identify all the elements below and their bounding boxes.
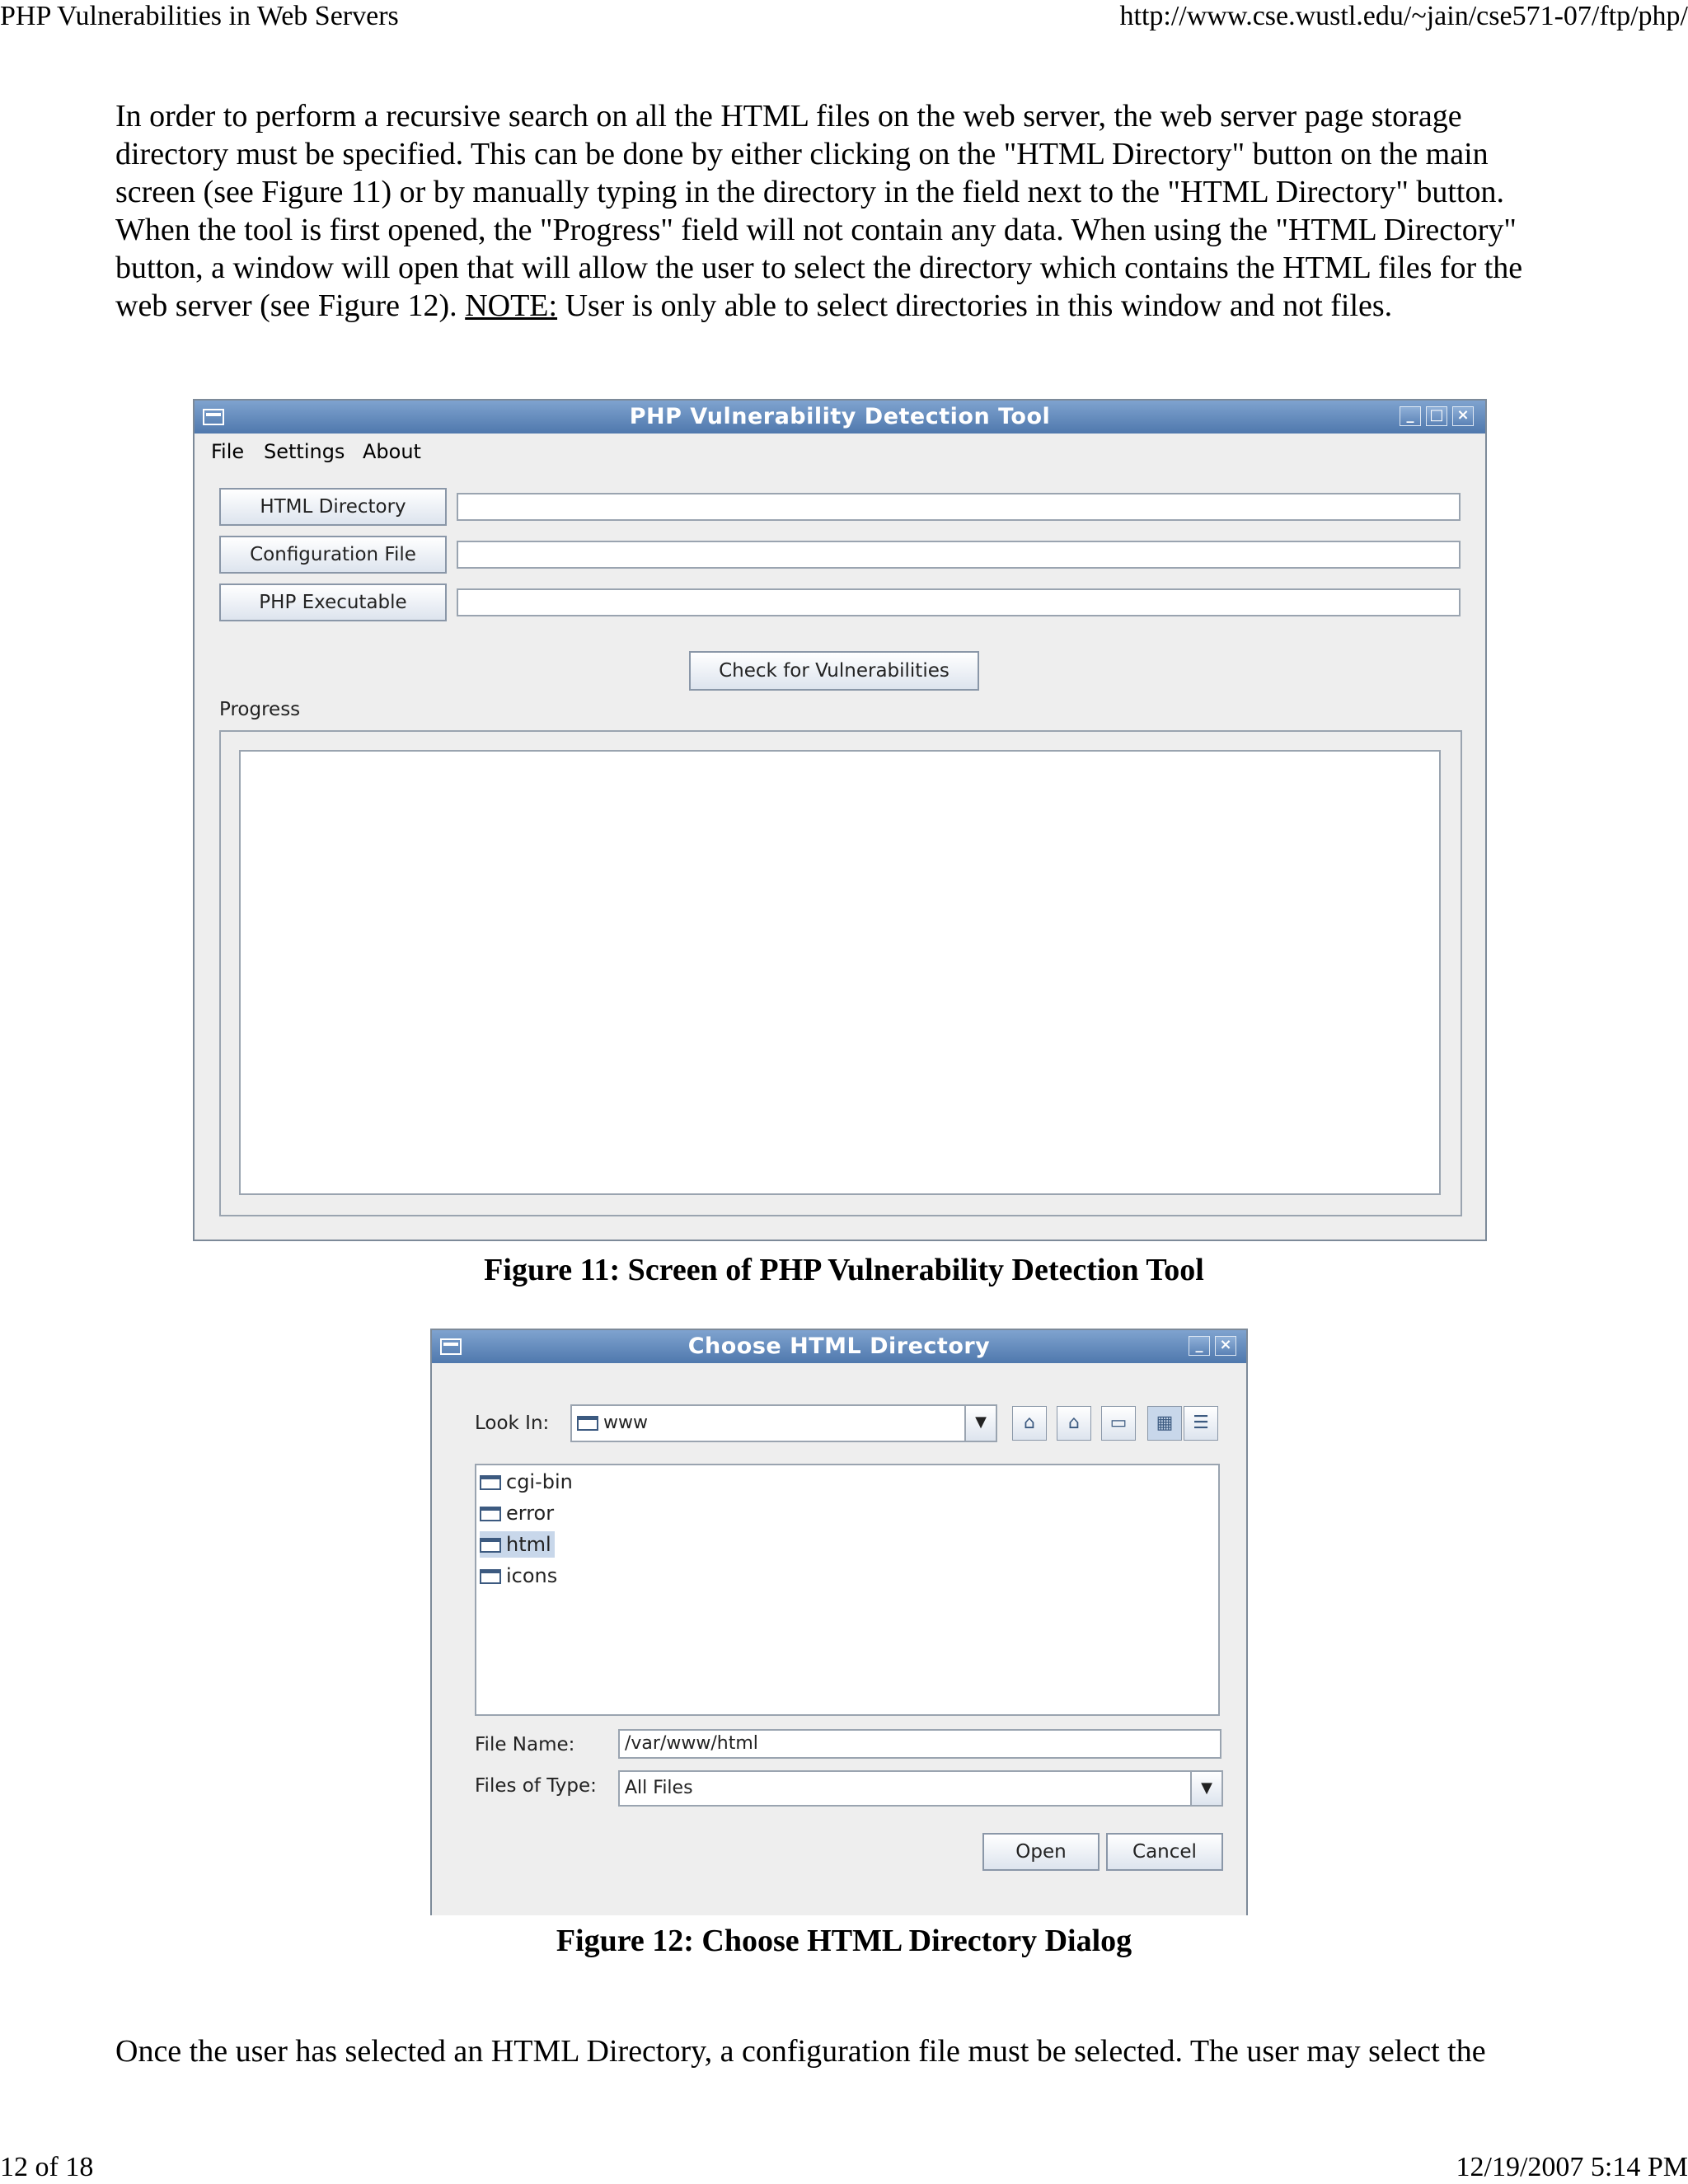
close-icon[interactable]: ×: [1452, 406, 1474, 426]
paragraph-text: In order to perform a recursive search on all the HTML files on the web server, the web server page storage directory must be specified. This can be done by either clicking on the "HTML Directory" button on the main screen (see Figure 11) or by manually typing in the directory in the field next to the "HTML Directory" button. When the tool is first opened, the "Progress" field will not contain any data. When using the "HTML Directory" button, a window will open that will allow the user to select the directory which contains the HTML files for the web server (see Figure 12).: [115, 99, 1523, 323]
note-label: NOTE:: [465, 288, 558, 323]
file-name-label: File Name:: [475, 1734, 575, 1755]
files-of-type-value: All Files: [625, 1778, 693, 1798]
progress-panel: [219, 730, 1462, 1216]
list-item[interactable]: [480, 1500, 557, 1526]
php-executable-button[interactable]: PHP Executable: [219, 583, 447, 621]
look-in-combo[interactable]: [570, 1404, 997, 1442]
check-vulnerabilities-button[interactable]: Check for Vulnerabilities: [689, 651, 979, 691]
minimize-icon[interactable]: _: [1189, 1336, 1210, 1356]
menu-settings[interactable]: Settings: [264, 440, 345, 463]
files-of-type-combo[interactable]: [618, 1770, 1223, 1807]
folder-name: icons: [506, 1564, 558, 1587]
list-item-selected[interactable]: [480, 1531, 555, 1558]
figure-12-caption: Figure 12: Choose HTML Directory Dialog: [556, 1924, 1132, 1958]
look-in-value: www: [603, 1413, 648, 1433]
configuration-file-button[interactable]: Configuration File: [219, 536, 447, 574]
close-icon[interactable]: ×: [1215, 1336, 1236, 1356]
list-item[interactable]: [480, 1563, 560, 1589]
php-tool-window: [193, 399, 1487, 1241]
new-folder-icon[interactable]: ▭: [1101, 1406, 1136, 1441]
paragraph-text-cont: User is only able to select directories in this window and not files.: [565, 288, 1393, 323]
chevron-down-icon[interactable]: ▼: [964, 1406, 996, 1441]
menu-file[interactable]: File: [211, 440, 245, 463]
progress-label: Progress: [219, 699, 301, 720]
dialog-titlebar[interactable]: [432, 1330, 1246, 1363]
chooser-toolbar: [1012, 1406, 1228, 1441]
progress-textarea[interactable]: [239, 750, 1441, 1195]
body-paragraph-2: Once the user has selected an HTML Directory, a configuration file must be selected. The user may select the: [115, 2034, 1486, 2069]
folder-icon: [480, 1507, 501, 1521]
html-directory-button[interactable]: HTML Directory: [219, 488, 447, 526]
chevron-down-icon[interactable]: ▼: [1190, 1772, 1221, 1805]
folder-name: html: [506, 1533, 551, 1556]
figure-11-caption: Figure 11: Screen of PHP Vulnerability Detection Tool: [484, 1253, 1204, 1287]
window-titlebar[interactable]: [195, 401, 1485, 434]
up-one-level-icon[interactable]: ⌂: [1012, 1406, 1047, 1441]
files-of-type-label: Files of Type:: [475, 1775, 597, 1797]
file-name-field[interactable]: /var/www/html: [618, 1729, 1221, 1759]
maximize-icon[interactable]: □: [1426, 406, 1447, 426]
menu-bar: [195, 434, 1485, 465]
configuration-file-field[interactable]: [457, 541, 1461, 569]
folder-list[interactable]: [475, 1464, 1220, 1716]
dialog-title: Choose HTML Directory: [687, 1333, 991, 1359]
print-footer-date: 12/19/2007 5:14 PM: [1456, 2152, 1688, 2182]
print-footer-page: 12 of 18: [0, 2152, 94, 2182]
folder-name: cgi-bin: [506, 1470, 573, 1493]
details-view-icon[interactable]: ☰: [1184, 1406, 1218, 1441]
window-title: PHP Vulnerability Detection Tool: [629, 404, 1051, 429]
print-header-title: PHP Vulnerabilities in Web Servers: [0, 1, 399, 31]
cancel-button[interactable]: Cancel: [1106, 1833, 1223, 1871]
folder-icon: [480, 1569, 501, 1584]
menu-about[interactable]: About: [363, 440, 421, 463]
list-item[interactable]: [480, 1469, 576, 1495]
open-button[interactable]: Open: [982, 1833, 1100, 1871]
folder-name: error: [506, 1502, 555, 1525]
print-header-url: http://www.cse.wustl.edu/~jain/cse571-07/ftp/php/: [1119, 1, 1688, 31]
folder-icon: [480, 1475, 501, 1490]
choose-directory-dialog: [430, 1329, 1248, 1915]
look-in-label: Look In:: [475, 1413, 550, 1434]
html-directory-field[interactable]: [457, 493, 1461, 521]
php-executable-field[interactable]: [457, 588, 1461, 616]
body-paragraph-1: [115, 97, 1566, 325]
folder-icon: [480, 1538, 501, 1553]
home-icon[interactable]: ⌂: [1057, 1406, 1091, 1441]
minimize-icon[interactable]: _: [1400, 406, 1421, 426]
folder-icon: [577, 1416, 598, 1431]
list-view-icon[interactable]: ▦: [1147, 1406, 1182, 1441]
